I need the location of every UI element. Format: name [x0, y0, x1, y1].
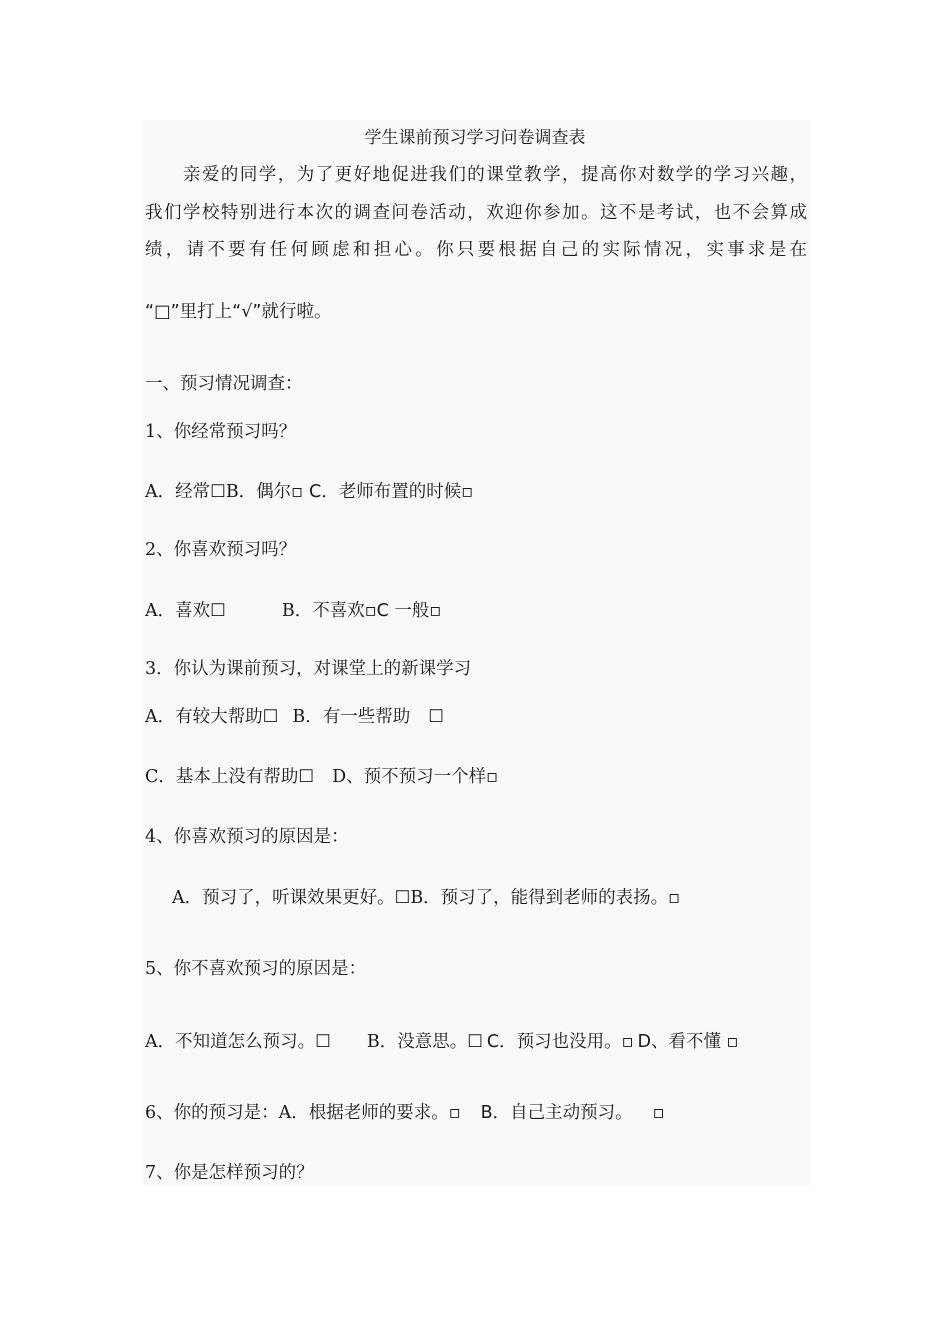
- question-6-options: [145, 1101, 665, 1125]
- question-2-options: [145, 599, 441, 623]
- question-5: 5、你不喜欢预习的原因是：: [145, 959, 367, 979]
- section-heading: 一、预习情况调查：: [145, 374, 303, 394]
- question-4: 4、你喜欢预习的原因是：: [145, 827, 349, 847]
- intro-line-3: 绩，请不要有任何顾虑和担心。你只要根据自己的实际情况，实事求是在: [145, 240, 807, 260]
- question-3-options-line-2: [145, 765, 498, 789]
- intro-line-1: 亲爱的同学，为了更好地促进我们的课堂教学，提高你对数学的学习兴趣，: [183, 165, 807, 185]
- question-2: 2、你喜欢预习吗？: [145, 540, 297, 560]
- q1-option-ab[interactable]: A．经常☐B．偶尔▫: [145, 482, 304, 502]
- q6-option-b[interactable]: B．自己主动预习。: [480, 1103, 633, 1123]
- q6-option-b-box[interactable]: ▫: [652, 1103, 665, 1123]
- q5-option-a[interactable]: A．不知道怎么预习。☐: [145, 1032, 331, 1052]
- q1-option-c[interactable]: C．老师布置的时候▫: [309, 482, 474, 502]
- q5-option-b[interactable]: B．没意思。☐: [366, 1032, 483, 1052]
- q2-option-c[interactable]: C 一般▫: [376, 601, 442, 621]
- q3-option-b-box[interactable]: ☐: [428, 707, 444, 727]
- q3-option-d[interactable]: D、预不预习一个样▫: [332, 767, 498, 787]
- document-sheet: [143, 120, 811, 1185]
- question-3: 3．你认为课前预习，对课堂上的新课学习: [145, 659, 472, 679]
- intro-line-2: 我们学校特别进行本次的调查问卷活动，欢迎你参加。这不是考试，也不会算成: [145, 203, 807, 223]
- q5-option-c[interactable]: C．预习也没用。▫: [486, 1032, 634, 1052]
- question-7: 7、你是怎样预习的？: [145, 1163, 314, 1183]
- q2-option-b[interactable]: B．不喜欢▫: [281, 601, 377, 621]
- question-1-options: [145, 480, 473, 504]
- q5-option-d[interactable]: D、看不懂 ▫: [637, 1032, 739, 1052]
- document-title: 学生课前预习学习问卷调查表: [364, 128, 586, 148]
- question-4-options: [172, 886, 680, 910]
- q3-option-b[interactable]: B．有一些帮助: [292, 707, 411, 727]
- q4-options[interactable]: A．预习了，听课效果更好。☐B．预习了，能得到老师的表扬。▫: [172, 888, 681, 908]
- question-1: 1、你经常预习吗？: [145, 422, 297, 442]
- q3-option-a[interactable]: A．有较大帮助☐: [145, 707, 279, 727]
- question-3-options-line-1: [145, 705, 444, 729]
- q3-option-c[interactable]: C．基本上没有帮助☐: [145, 767, 315, 787]
- q2-option-a[interactable]: A．喜欢☐: [145, 601, 226, 621]
- question-5-options: [145, 1030, 738, 1054]
- question-6[interactable]: 6、你的预习是：A．根据老师的要求。▫: [145, 1103, 461, 1123]
- intro-line-4: “□”里打上“√”就行啦。: [145, 302, 332, 322]
